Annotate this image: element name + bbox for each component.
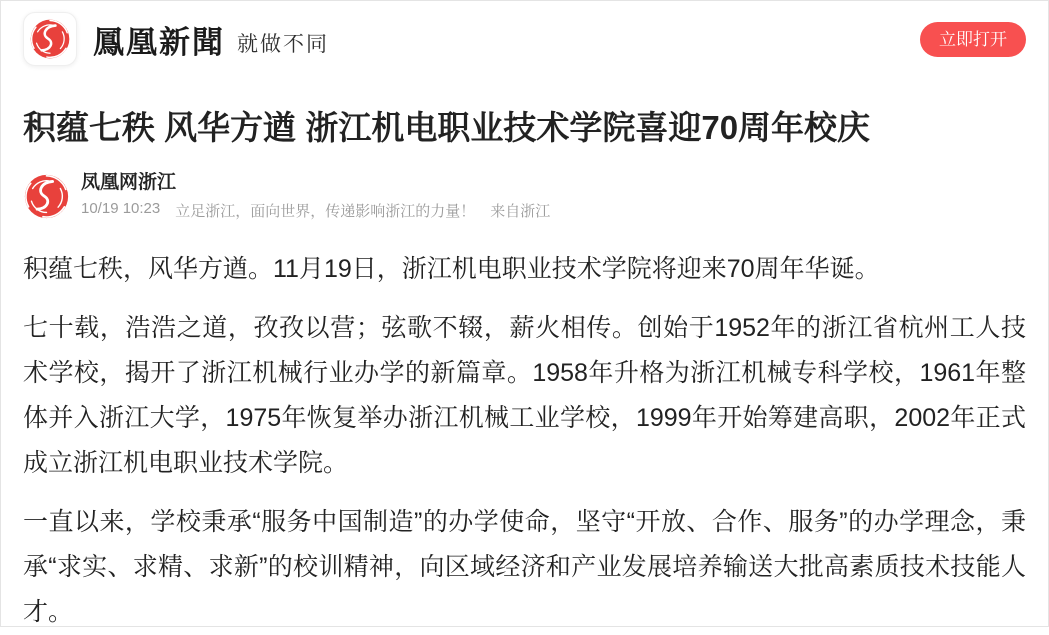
author-row[interactable]: [23, 172, 1026, 221]
author-info: [81, 172, 550, 221]
article-origin: 来自浙江: [490, 202, 551, 220]
brand-slogan: 就做不同: [237, 32, 329, 56]
phoenix-news-logo[interactable]: [23, 12, 77, 66]
phoenix-swirl-icon: [29, 18, 71, 60]
publish-time: 10/19 10:23: [81, 199, 161, 217]
app-header: [1, 1, 1048, 77]
phoenix-swirl-icon: [23, 173, 70, 220]
paragraph: 七十载，浩浩之道，孜孜以营；弦歌不辍，薪火相传。创始于1952年的浙江省杭州工人技术学校，揭开了浙江机械行业办学的新篇章。1958年升格为浙江机械专科学校，1961年整体并入浙江大学，1975年恢复举办浙江机械工业学校，1999年开始筹建高职，2002年正式成立浙江机电职业技术学院。: [23, 313, 1026, 477]
paragraph: 一直以来，学校秉承“服务中国制造”的办学使命，坚守“开放、合作、服务”的办学理念，秉承“求实、求精、求新”的校训精神，向区域经济和产业发展培养输送大批高素质技术技能人才。: [23, 507, 1026, 626]
article-title: 积蕴七秩 风华方遒 浙江机电职业技术学院喜迎70周年校庆: [23, 109, 871, 146]
article-body: [23, 247, 1026, 635]
open-app-button[interactable]: 立即打开: [920, 22, 1026, 57]
article-page: [1, 107, 1048, 635]
author-meta: [81, 200, 550, 221]
author-name: 凤凰网浙江: [81, 171, 177, 193]
author-description: 立足浙江，面向世界，传递影响浙江的力量！: [175, 202, 476, 220]
paragraph: 积蕴七秩，风华方遒。11月19日，浙江机电职业技术学院将迎来70周年华诞。: [23, 254, 880, 283]
author-avatar[interactable]: [23, 173, 70, 220]
brand-title: 鳳凰新聞: [93, 24, 225, 60]
